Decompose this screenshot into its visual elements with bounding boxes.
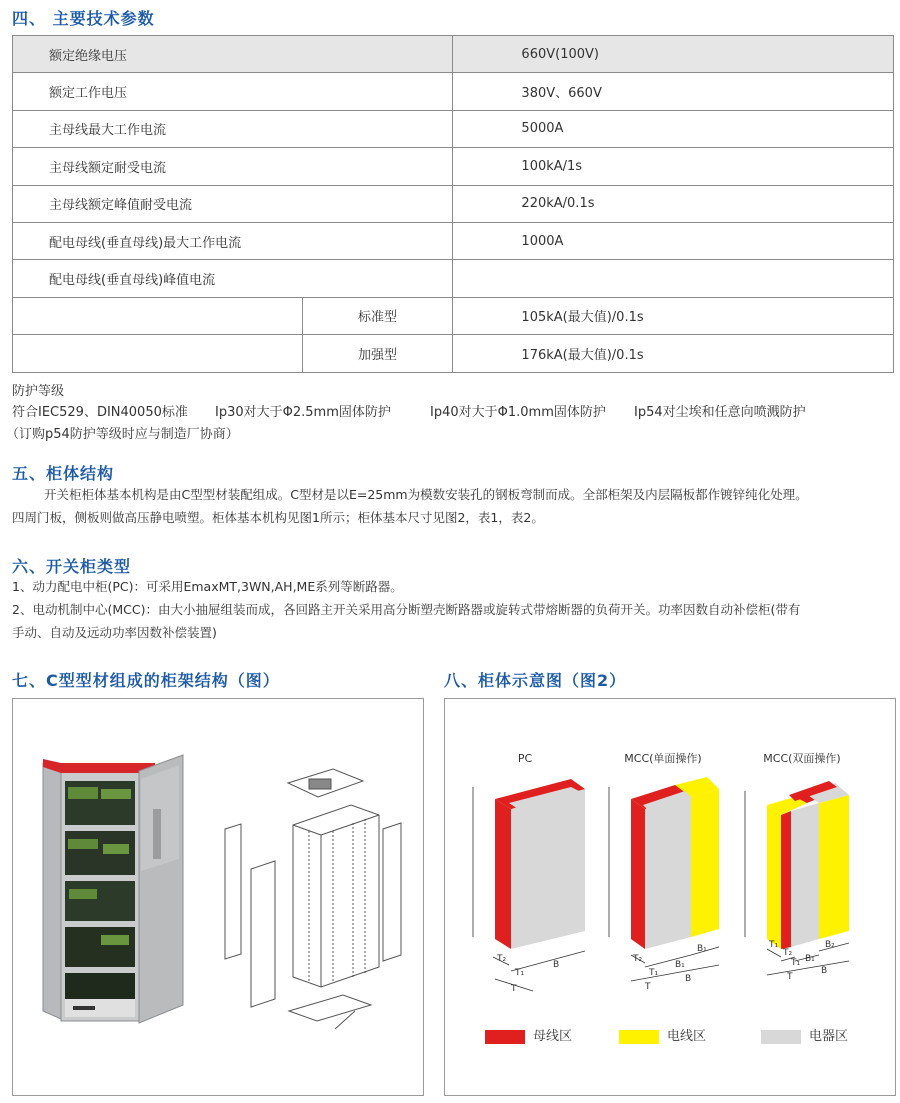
diagram-label-mcc-double: MCC(双面操作) [763,752,841,765]
dim-t2: T₂ [783,948,793,958]
param-name: 配电母线(垂直母线)峰值电流 [13,260,453,297]
legend-label-device: 电器区 [809,1029,849,1044]
dimension-labels [496,940,835,994]
table-row [13,110,894,147]
param-name: 额定绝缘电压 [13,36,453,73]
protection-note: （订购p54防护等级时应与制造厂协商） [6,427,239,442]
param-value: 380V、660V [453,73,894,110]
legend-swatch-cable [619,1030,659,1044]
section5-line2: 四周门板，侧板则做高压静电喷塑。柜体基本机构见图1所示；柜体基本尺寸见图2，表1，表2。 [12,510,544,525]
dim-b: B [685,974,692,984]
protection-label: 防护等级 [12,384,65,399]
legend-swatch-device [761,1030,801,1044]
dim-t: T [787,972,793,982]
exploded-frame-drawing [225,769,401,1029]
param-name: 主母线额定耐受电流 [13,148,453,185]
frame-structure-figure [12,698,424,1096]
section5-line1: 开关柜柜体基本机构是由C型型材装配组成。C型材是以E=25mm为模数安装孔的钢板弯制而成。全部柜架及内层隔板都作镀锌纯化处理。 [44,487,808,502]
table-row [13,185,894,222]
section8-title: 八、柜体示意图（图2） [444,671,627,690]
protection-ip30: Ip30对大于Φ2.5mm固体防护 [215,405,391,420]
param-value: 105kA(最大值)/0.1s [453,297,894,334]
table-row [13,222,894,259]
cabinet-schematic-figure [444,698,896,1096]
pc-cabinet [495,779,585,949]
section6-item2: 2、电动机制中心(MCC)：由大小抽屉组装而成，各回路主开关采用高分断塑壳断路器或旋转式带熔断器的负荷开关。功率因数自动补偿柜(带有 [12,602,801,617]
table-row [13,148,894,185]
param-value [453,260,894,297]
empty-cell [13,335,303,372]
dim-t1: T₁ [769,940,779,950]
section6-item1: 1、动力配电中柜(PC)：可采用EmaxMT,3WN,AH,ME系列等断路器。 [12,579,403,594]
table-row [13,297,894,334]
dim-t1: T₁ [515,968,525,978]
cabinet-photo [43,755,183,1023]
param-value: 100kA/1s [453,148,894,185]
dim-b: B [553,960,560,970]
cabinet-frame-illustration [13,699,423,1095]
dim-t2: T₂ [633,954,643,964]
table-row [13,335,894,372]
protection-ip54: Ip54对尘埃和任意向喷溅防护 [634,405,806,420]
legend-label-cable: 电线区 [667,1029,707,1044]
dim-b1: B₁ [805,954,815,964]
section6-title: 六、开关柜类型 [12,557,132,576]
param-name: 配电母线(垂直母线)最大工作电流 [13,222,453,259]
dim-t2: T₂ [497,954,507,964]
table-row [13,260,894,297]
dim-b1: B₁ [675,960,685,970]
diagram-label-mcc-single: MCC(单面操作) [624,752,702,765]
dim-b2: B₂ [825,940,835,950]
sub-type: 标准型 [302,297,453,334]
sub-type: 加强型 [302,335,453,372]
section5-title: 五、柜体结构 [12,464,115,483]
table-row [13,73,894,110]
dim-t: T [645,982,651,992]
empty-cell [13,297,303,334]
section6-item2-cont: 手动、自动及远动功率因数补偿装置) [12,625,217,640]
legend-swatch-busbar [485,1030,525,1044]
mcc-single-cabinet [631,777,719,949]
param-name: 主母线最大工作电流 [13,110,453,147]
legend-label-busbar: 母线区 [533,1029,573,1044]
param-name: 额定工作电压 [13,73,453,110]
dim-b1: B₁ [697,944,707,954]
dim-t: T [511,984,517,994]
section7-title: 七、C型型材组成的柜架结构（图） [12,671,280,690]
dim-b: B [821,966,828,976]
mcc-double-cabinet [767,781,849,949]
diagram-label-pc: PC [517,752,533,765]
param-value: 5000A [453,110,894,147]
protection-standard: 符合IEC529、DIN40050标准 [12,405,188,420]
param-value: 220kA/0.1s [453,185,894,222]
param-value: 660V(100V) [453,36,894,73]
param-value: 1000A [453,222,894,259]
table-row [13,36,894,73]
protection-ip40: Ip40对大于Φ1.0mm固体防护 [430,405,606,420]
spec-table [12,35,894,373]
param-name: 主母线额定峰值耐受电流 [13,185,453,222]
param-value: 176kA(最大值)/0.1s [453,335,894,372]
dim-t1: T₁ [649,968,659,978]
dim-t1: T₁ [791,958,801,968]
section4-title: 四、 主要技术参数 [12,9,155,28]
